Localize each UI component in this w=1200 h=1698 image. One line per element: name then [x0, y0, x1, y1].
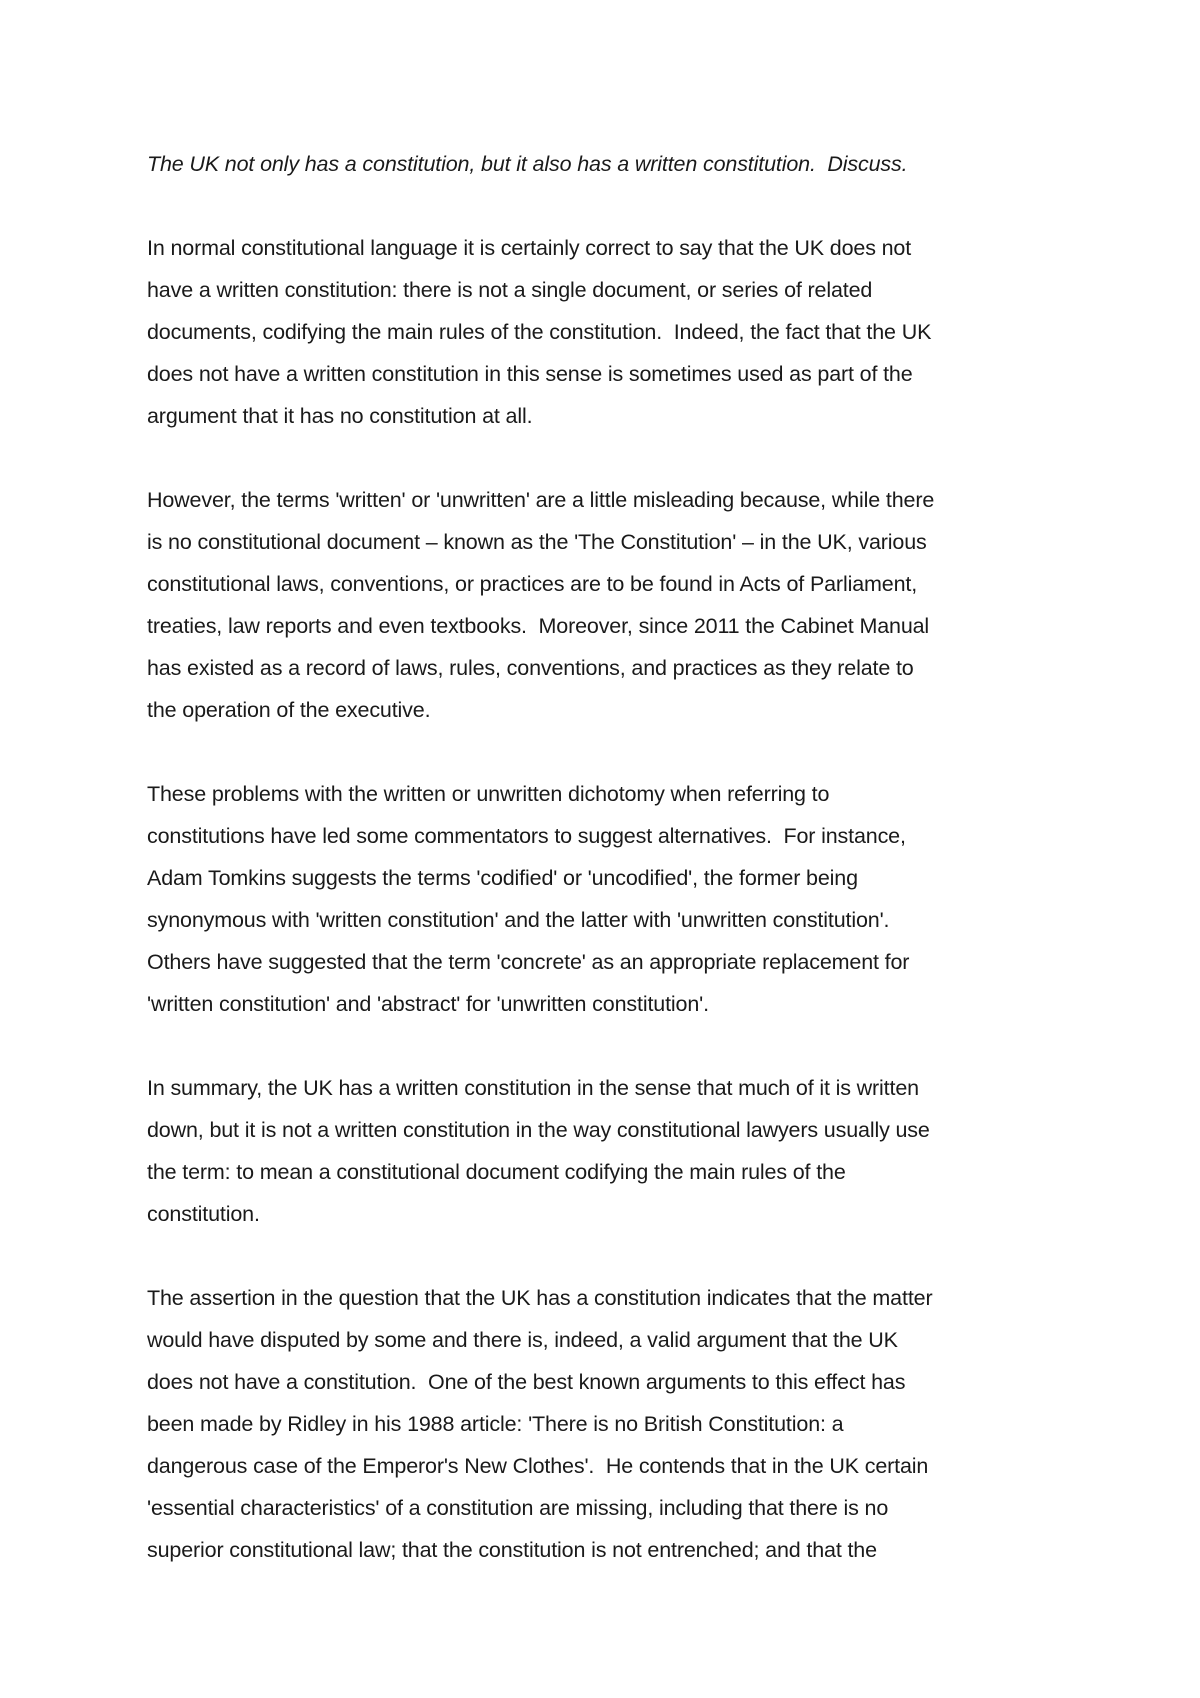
document-body [147, 143, 1067, 1613]
text-line: has existed as a record of laws, rules, conventions, and practices as they relate to [147, 656, 914, 680]
paragraph-5 [147, 1277, 1067, 1571]
text-line: argument that it has no constitution at all. [147, 404, 533, 428]
text-line: synonymous with 'written constitution' and the latter with 'unwritten constitution'. [147, 908, 890, 932]
text-line: been made by Ridley in his 1988 article: 'There is no British Constitution: a [147, 1412, 844, 1436]
text-line: would have disputed by some and there is, indeed, a valid argument that the UK [147, 1328, 898, 1352]
text-line: the operation of the executive. [147, 698, 431, 722]
text-line: is no constitutional document – known as the 'The Constitution' – in the UK, various [147, 530, 927, 554]
text-line: In normal constitutional language it is certainly correct to say that the UK does not [147, 236, 912, 260]
text-line: the term: to mean a constitutional document codifying the main rules of the [147, 1160, 846, 1184]
text-line: constitution. [147, 1202, 260, 1226]
paragraph-4 [147, 1067, 1067, 1235]
text-line: does not have a written constitution in this sense is sometimes used as part of the [147, 362, 913, 386]
text-line: dangerous case of the Emperor's New Clothes'. He contends that in the UK certain [147, 1454, 929, 1478]
text-line: treaties, law reports and even textbooks. Moreover, since 2011 the Cabinet Manual [147, 614, 930, 638]
text-line: documents, codifying the main rules of the constitution. Indeed, the fact that the UK [147, 320, 932, 344]
text-line: The assertion in the question that the UK has a constitution indicates that the matter [147, 1286, 933, 1310]
text-line: does not have a constitution. One of the best known arguments to this effect has [147, 1370, 906, 1394]
text-line: 'essential characteristics' of a constitution are missing, including that there is no [147, 1496, 889, 1520]
text-line: Adam Tomkins suggests the terms 'codified' or 'uncodified', the former being [147, 866, 858, 890]
text-line: Others have suggested that the term 'concrete' as an appropriate replacement for [147, 950, 910, 974]
text-line: In summary, the UK has a written constitution in the sense that much of it is written [147, 1076, 919, 1100]
text-line: down, but it is not a written constitution in the way constitutional lawyers usually use [147, 1118, 930, 1142]
text-line: These problems with the written or unwritten dichotomy when referring to [147, 782, 830, 806]
paragraph-3 [147, 773, 1067, 1025]
text-line: superior constitutional law; that the constitution is not entrenched; and that the [147, 1538, 877, 1562]
text-line: have a written constitution: there is not a single document, or series of related [147, 278, 873, 302]
text-line: constitutions have led some commentators to suggest alternatives. For instance, [147, 824, 906, 848]
paragraph-2 [147, 479, 1067, 731]
text-line: 'written constitution' and 'abstract' for 'unwritten constitution'. [147, 992, 709, 1016]
paragraph-1 [147, 227, 1067, 437]
text-line: constitutional laws, conventions, or practices are to be found in Acts of Parliament, [147, 572, 918, 596]
essay-question: The UK not only has a constitution, but it also has a written constitution. Discuss. [147, 152, 908, 176]
text-line: However, the terms 'written' or 'unwritten' are a little misleading because, while there [147, 488, 935, 512]
